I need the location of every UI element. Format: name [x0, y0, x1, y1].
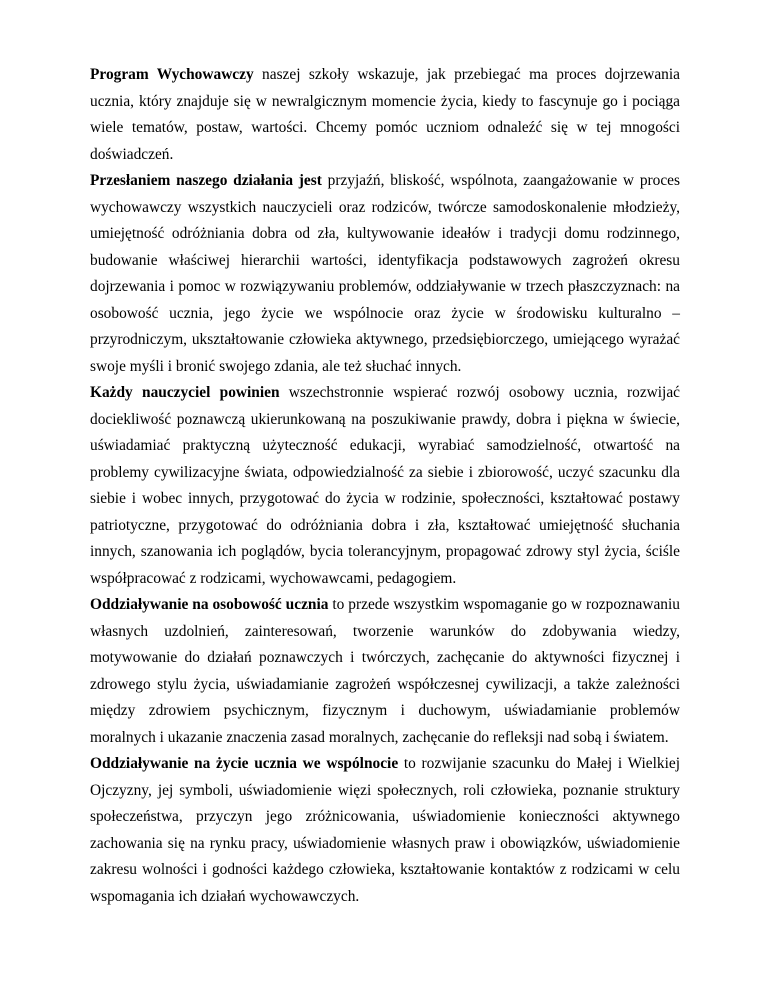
- paragraph-text: to rozwijanie szacunku do Małej i Wielkiej Ojczyzny, jej symboli, uświadomienie więzi społecznych, roli człowieka, poznanie struktury społeczeństwa, przyczyn jego zróżnicowania, uświadomienie konieczności aktywnego zachowania się na rynku pracy, uświadomienie własnych praw i obowiązków, uświadomienie zakresu wolności i godności każdego człowieka, kształtowanie kontaktów z rodzicami w celu wspomagania ich działań wychowawczych.: [90, 755, 680, 905]
- paragraph-text: to przede wszystkim wspomaganie go w rozpoznawaniu własnych uzdolnień, zainteresowań, tworzenie warunków do zdobywania wiedzy, motywowanie do działań poznawczych i twórczych, zachęcanie do aktywności fizycznej i zdrowego stylu życia, uświadamianie zagrożeń współczesnej cywilizacji, a także zależności między zdrowiem psychicznym, fizycznym i duchowym, uświadamianie problemów moralnych i ukazanie znaczenia zasad moralnych, zachęcanie do refleksji nad sobą i światem.: [90, 596, 680, 746]
- paragraph-lead: Przesłaniem naszego działania jest: [90, 172, 322, 189]
- paragraph-nauczyciel: [90, 380, 680, 592]
- paragraph-text: naszej szkoły wskazuje, jak przebiegać ma proces dojrzewania ucznia, który znajduje się w newralgicznym momencie życia, kiedy to fascynuje go i pociąga wiele tematów, postaw, wartości. Chcemy pomóc uczniom odnaleźć się w tej mnogości doświadczeń.: [90, 66, 680, 163]
- paragraph-wspolnota: [90, 751, 680, 910]
- paragraph-lead: Oddziaływanie na osobowość ucznia: [90, 596, 329, 613]
- paragraph-lead: Każdy nauczyciel powinien: [90, 384, 280, 401]
- paragraph-program-wychowawczy: [90, 62, 680, 168]
- paragraph-text: przyjaźń, bliskość, wspólnota, zaangażowanie w proces wychowawczy wszystkich nauczycieli oraz rodziców, twórcze samodoskonalenie młodzieży, umiejętność odróżniania dobra od zła, kultywowanie ideałów i tradycji domu rodzinnego, budowanie właściwej hierarchii wartości, identyfikacja podstawowych zagrożeń okresu dojrzewania i pomoc w rozwiązywaniu problemów, oddziaływanie w trzech płaszczyznach: na osobowość ucznia, jego życie we wspólnocie oraz życie w środowisku kulturalno – przyrodniczym, ukształtowanie człowieka aktywnego, przedsiębiorczego, umiejącego wyrażać swoje myśli i bronić swojego zdania, ale też słuchać innych.: [90, 172, 680, 375]
- document-body: [90, 62, 680, 910]
- paragraph-przeslanie: [90, 168, 680, 380]
- paragraph-lead: Oddziaływanie na życie ucznia we wspólnocie: [90, 755, 399, 772]
- paragraph-lead: Program Wychowawczy: [90, 66, 254, 83]
- paragraph-osobowosc: [90, 592, 680, 751]
- paragraph-text: wszechstronnie wspierać rozwój osobowy ucznia, rozwijać dociekliwość poznawczą ukierunkowaną na poszukiwanie prawdy, dobra i piękna w świecie, uświadamiać praktyczną użyteczność edukacji, wyrabiać samodzielność, otwartość na problemy cywilizacyjne świata, odpowiedzialność za siebie i zbiorowość, uczyć szacunku dla siebie i wobec innych, przygotować do życia w rodzinie, społeczności, kształtować postawy patriotyczne, przygotować do odróżniania dobra i zła, kształtować umiejętność słuchania innych, szanowania ich poglądów, bycia tolerancyjnym, propagować zdrowy styl życia, ściśle współpracować z rodzicami, wychowawcami, pedagogiem.: [90, 384, 680, 587]
